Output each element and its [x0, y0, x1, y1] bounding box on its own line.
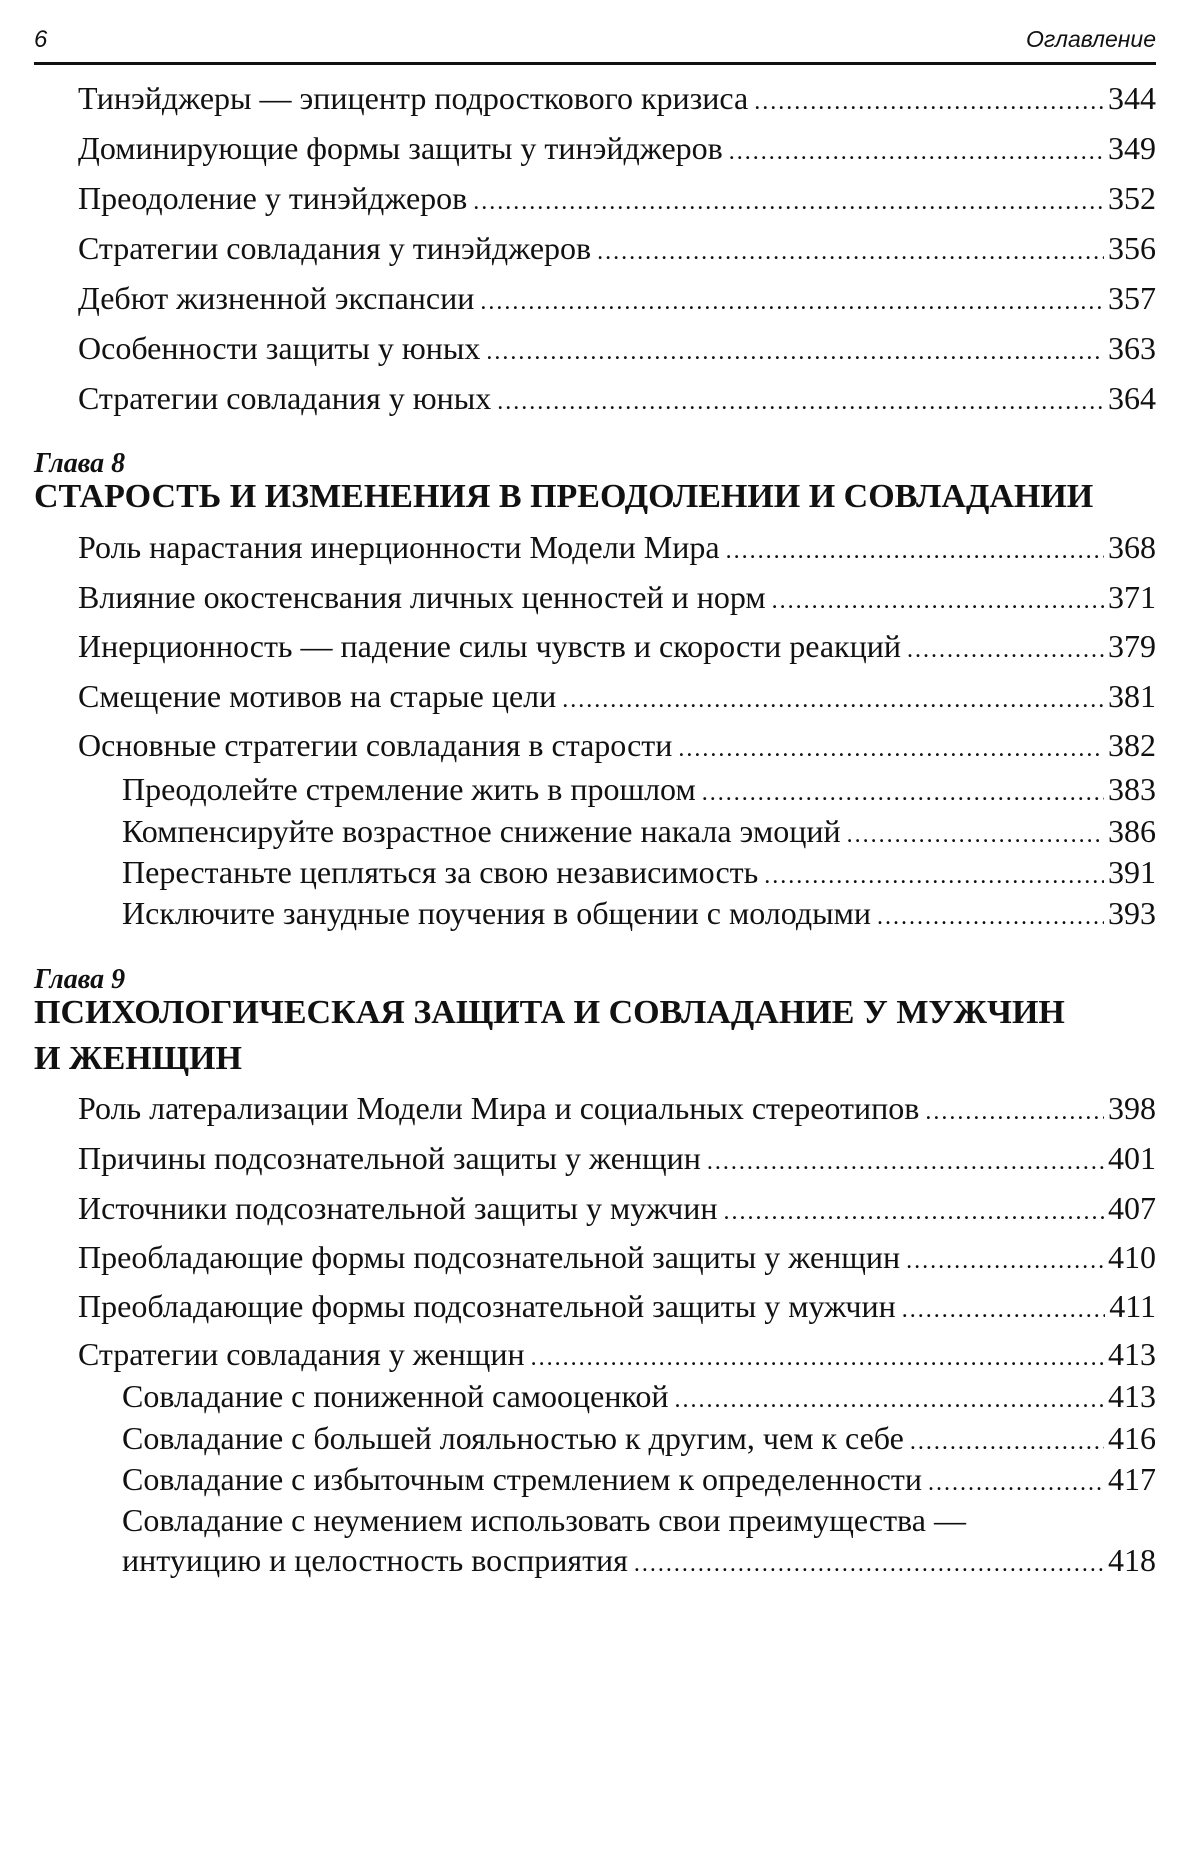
toc-entry-title: Перестаньте цепляться за свою независимость	[122, 854, 759, 890]
dot-leader	[847, 815, 1104, 855]
toc-entry[interactable]	[78, 1188, 1156, 1232]
toc-entry[interactable]	[78, 378, 1156, 422]
page-header	[34, 18, 1156, 65]
toc-entry-page: 386	[1108, 813, 1156, 849]
dot-leader	[497, 382, 1104, 422]
toc-entry-page: 352	[1108, 180, 1156, 216]
chapter-label: Глава 9	[34, 964, 126, 995]
toc-entry-page: 391	[1108, 854, 1156, 890]
dot-leader	[707, 1142, 1104, 1182]
dot-leader	[772, 581, 1104, 621]
toc-entry-page: 383	[1108, 771, 1156, 807]
toc-entry-page: 410	[1108, 1239, 1156, 1275]
dot-leader	[723, 1192, 1104, 1232]
toc-entry[interactable]	[78, 1286, 1156, 1330]
toc-entry[interactable]	[78, 278, 1156, 322]
toc-entry-page: 416	[1108, 1420, 1156, 1456]
toc-subentry[interactable]	[122, 769, 1156, 813]
dot-leader	[928, 1463, 1104, 1503]
toc-entry-page: 357	[1108, 280, 1156, 316]
toc-entry-page: 381	[1108, 678, 1156, 714]
toc-entry-title: Стратегии совладания у тинэйджеров	[78, 230, 592, 266]
toc-subentry[interactable]	[122, 1418, 1156, 1462]
running-title: Оглавление	[1026, 26, 1156, 52]
dot-leader	[906, 1241, 1104, 1281]
toc-entry-page: 356	[1108, 230, 1156, 266]
toc-entry[interactable]	[78, 228, 1156, 272]
toc-entry-title: Особенности защиты у юных	[78, 330, 481, 366]
toc-entry[interactable]	[78, 725, 1156, 769]
toc-entry[interactable]	[78, 128, 1156, 172]
toc-entry-title: Влияние окостенсвания личных ценностей и норм	[78, 579, 766, 615]
toc-entry[interactable]	[78, 527, 1156, 571]
toc-entry-page: 417	[1108, 1461, 1156, 1497]
toc-subentry[interactable]	[122, 852, 1156, 896]
toc-entry-page: 382	[1108, 727, 1156, 763]
toc-entry[interactable]	[78, 1334, 1156, 1378]
toc-subentry[interactable]	[122, 1459, 1156, 1503]
toc-entry-title: Смещение мотивов на старые цели	[78, 678, 557, 714]
toc-entry[interactable]	[78, 1138, 1156, 1182]
toc-entry-title: Роль латерализации Модели Мира и социальных стереотипов	[78, 1090, 920, 1126]
toc-entry-page: 349	[1108, 130, 1156, 166]
dot-leader	[678, 729, 1104, 769]
toc-entry-page: 413	[1108, 1336, 1156, 1372]
toc-entry-title: Инерционность — падение силы чувств и скорости реакций	[78, 628, 901, 664]
page-number: 6	[34, 26, 48, 53]
dot-leader	[902, 1290, 1105, 1330]
toc-entry-page: 401	[1108, 1140, 1156, 1176]
toc-entry[interactable]	[78, 1237, 1156, 1281]
toc-entry[interactable]	[78, 1088, 1156, 1132]
chapter-title[interactable]: СТАРОСТЬ И ИЗМЕНЕНИЯ В ПРЕОДОЛЕНИИ И СОВЛАДАНИИ	[34, 478, 1094, 515]
toc-entry[interactable]	[78, 78, 1156, 122]
toc-entry[interactable]	[78, 626, 1156, 670]
toc-entry-page: 368	[1108, 529, 1156, 565]
toc-entry-page: 371	[1108, 579, 1156, 615]
dot-leader	[562, 680, 1104, 720]
toc-entry-page: 413	[1108, 1378, 1156, 1414]
toc-entry-page: 398	[1108, 1090, 1156, 1126]
toc-entry-title: Тинэйджеры — эпицентр подросткового кризиса	[78, 80, 749, 116]
toc-entry-title: Роль нарастания инерционности Модели Мира	[78, 529, 720, 565]
dot-leader	[729, 132, 1104, 172]
dot-leader	[486, 332, 1104, 372]
dot-leader	[702, 773, 1104, 813]
toc-entry-title: Стратегии совладания у женщин	[78, 1336, 525, 1372]
toc-subentry[interactable]	[122, 811, 1156, 855]
toc-entry-title: Источники подсознательной защиты у мужчин	[78, 1190, 718, 1226]
dot-leader	[480, 282, 1104, 322]
dot-leader	[634, 1544, 1104, 1584]
toc-entry-title: Причины подсознательной защиты у женщин	[78, 1140, 701, 1176]
dot-leader	[597, 232, 1104, 272]
toc-entry[interactable]	[78, 577, 1156, 621]
dot-leader	[764, 856, 1104, 896]
chapter-title[interactable]	[34, 990, 1156, 1082]
dot-leader	[531, 1338, 1104, 1378]
toc-entry-page: 418	[1108, 1542, 1156, 1578]
toc-entry-title: Доминирующие формы защиты у тинэйджеров	[78, 130, 723, 166]
toc-entry-title: Преобладающие формы подсознательной защиты у мужчин	[78, 1288, 896, 1324]
toc-entry-title: Стратегии совладания у юных	[78, 380, 492, 416]
toc-entry-page: 363	[1108, 330, 1156, 366]
toc-entry-page: 344	[1108, 80, 1156, 116]
toc-entry-title: Компенсируйте возрастное снижение накала эмоций	[122, 813, 841, 849]
dot-leader	[473, 182, 1104, 222]
toc-entry-page: 407	[1108, 1190, 1156, 1226]
toc-subentry-first-line[interactable]: Совладание с неумением использовать свои преимущества —	[122, 1502, 966, 1538]
toc-entry[interactable]	[78, 178, 1156, 222]
toc-entry-page: 364	[1108, 380, 1156, 416]
toc-entry-title: Совладание с большей лояльностью к другим, чем к себе	[122, 1420, 904, 1456]
toc-entry[interactable]	[78, 328, 1156, 372]
toc-subentry[interactable]	[122, 1540, 1156, 1584]
toc-entry-page: 393	[1108, 895, 1156, 931]
toc-entry-title: Преобладающие формы подсознательной защиты у женщин	[78, 1239, 901, 1275]
toc-entry-title: Основные стратегии совладания в старости	[78, 727, 673, 763]
chapter-title-line: ПСИХОЛОГИЧЕСКАЯ ЗАЩИТА И СОВЛАДАНИЕ У МУЖЧИН	[34, 994, 1065, 1031]
toc-entry-title: Дебют жизненной экспансии	[78, 280, 475, 316]
toc-entry-title: Исключите занудные поучения в общении с молодыми	[122, 895, 871, 931]
toc-subentry[interactable]	[122, 1376, 1156, 1420]
dot-leader	[754, 82, 1104, 122]
dot-leader	[925, 1092, 1104, 1132]
dot-leader	[675, 1380, 1104, 1420]
toc-entry-title: Совладание с избыточным стремлением к определенности	[122, 1461, 922, 1497]
toc-entry-page: 411	[1109, 1288, 1156, 1324]
dot-leader	[726, 531, 1104, 571]
toc-entry-title: Совладание с пониженной самооценкой	[122, 1378, 669, 1414]
dot-leader	[877, 897, 1104, 937]
chapter-title-line: И ЖЕНЩИН	[34, 1040, 242, 1077]
toc-entry[interactable]	[78, 676, 1156, 720]
toc-entry-title: Преодолейте стремление жить в прошлом	[122, 771, 696, 807]
chapter-label: Глава 8	[34, 448, 126, 479]
toc-entry-title: Преодоление у тинэйджеров	[78, 180, 468, 216]
toc-subentry[interactable]	[122, 893, 1156, 937]
toc-entry-page: 379	[1108, 628, 1156, 664]
dot-leader	[910, 1422, 1104, 1462]
toc-entry-title: интуицию и целостность восприятия	[122, 1542, 628, 1578]
dot-leader	[907, 630, 1104, 670]
